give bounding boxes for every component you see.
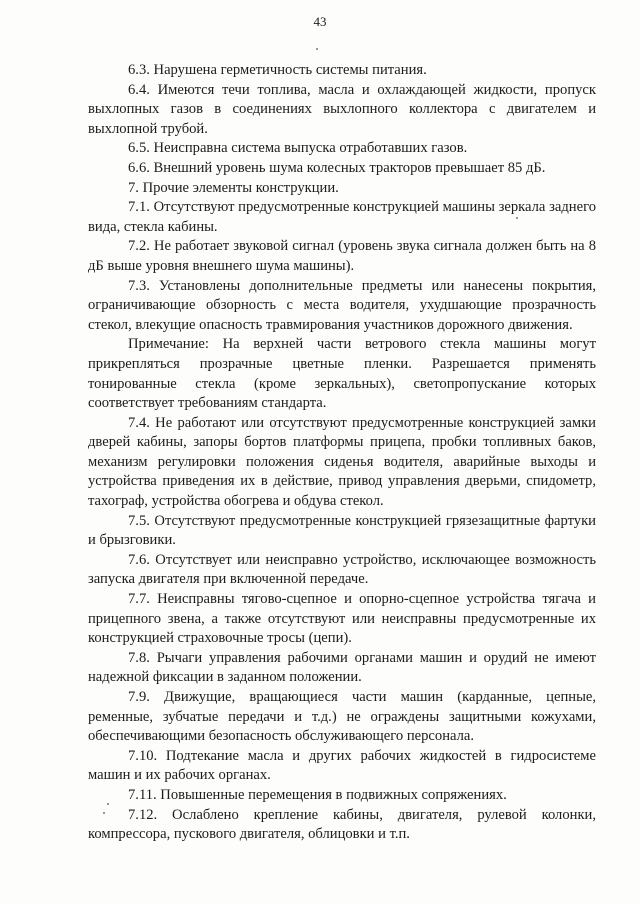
scan-speck <box>103 812 105 814</box>
paragraph-7-6: 7.6. Отсутствует или неисправно устройство, исключающее возможность запуска двигателя при включенной передаче. <box>88 551 596 588</box>
paragraph-7-12: 7.12. Ослаблено крепление кабины, двигателя, рулевой колонки, компрессора, пускового двигателя, облицовки и т.п. <box>88 806 596 843</box>
paragraph-7-4: 7.4. Не работают или отсутствуют предусмотренные конструкцией замки дверей кабины, запоры бортов платформы прицепа, пробки топливных баков, механизм регулировки положения сиденья водителя, аварийные выходы и устройства приведения их в действие, привод управления дверьми, спидометр, тахограф, устройства обогрева и обдува стекол. <box>88 414 596 510</box>
scan-speck <box>107 803 109 805</box>
note-paragraph: Примечание: На верхней части ветрового стекла машины могут прикрепляться прозрачные цветные пленки. Разрешается применять тонированные стекла (кроме зеркальных), светопропускание которых соответствует требованиям стандарта. <box>88 336 596 412</box>
section-7-heading: 7. Прочие элементы конструкции. <box>128 179 339 196</box>
paragraph-7-8: 7.8. Рычаги управления рабочими органами машин и орудий не имеют надежной фиксации в заданном положении. <box>88 649 596 686</box>
paragraph-6-3: 6.3. Нарушена герметичность системы питания. <box>128 62 427 78</box>
document-body <box>88 61 596 845</box>
paragraph-7-3: 7.3. Установлены дополнительные предметы или нанесены покрытия, ограничивающие обзорность с места водителя, ухудшающие прозрачность стекол, влекущие опасность травмирования участников дорожного движения. <box>88 277 596 333</box>
paragraph-7-5: 7.5. Отсутствуют предусмотренные конструкцией грязезащитные фартуки и брызговики. <box>88 512 596 549</box>
scan-speck <box>316 48 318 50</box>
paragraph-6-6: 6.6. Внешний уровень шума колесных тракторов превышает 85 дБ. <box>128 159 546 176</box>
paragraph-6-4: 6.4. Имеются течи топлива, масла и охлаждающей жидкости, пропуск выхлопных газов в соединениях выхлопного коллектора с двигателем и выхлопной трубой. <box>88 81 596 137</box>
page-number: 43 <box>313 14 327 29</box>
paragraph-7-11: 7.11. Повышенные перемещения в подвижных сопряжениях. <box>128 786 507 803</box>
paragraph-7-10: 7.10. Подтекание масла и других рабочих жидкостей в гидросистеме машин и их рабочих органах. <box>88 747 596 784</box>
paragraph-6-5: 6.5. Неисправна система выпуска отработавших газов. <box>128 140 468 157</box>
paragraph-7-7: 7.7. Неисправны тягово-сцепное и опорно-сцепное устройства тягача и прицепного звена, а также отсутствуют или неисправны предусмотренные их конструкцией страховочные тросы (цепи). <box>88 591 596 647</box>
paragraph-7-9: 7.9. Движущие, вращающиеся части машин (карданные, цепные, ременные, зубчатые передачи и т.д.) не ограждены защитными кожухами, обеспечивающими безопасность обслуживающего персонала. <box>88 689 596 745</box>
paragraph-7-2: 7.2. Не работает звуковой сигнал (уровень звука сигнала должен быть на 8 дБ выше уровня внешнего шума машины). <box>88 238 596 274</box>
paragraph-7-1: 7.1. Отсутствуют предусмотренные конструкцией машины зеркала заднего вида, стекла кабины. <box>88 199 596 235</box>
scan-speck <box>516 217 518 219</box>
